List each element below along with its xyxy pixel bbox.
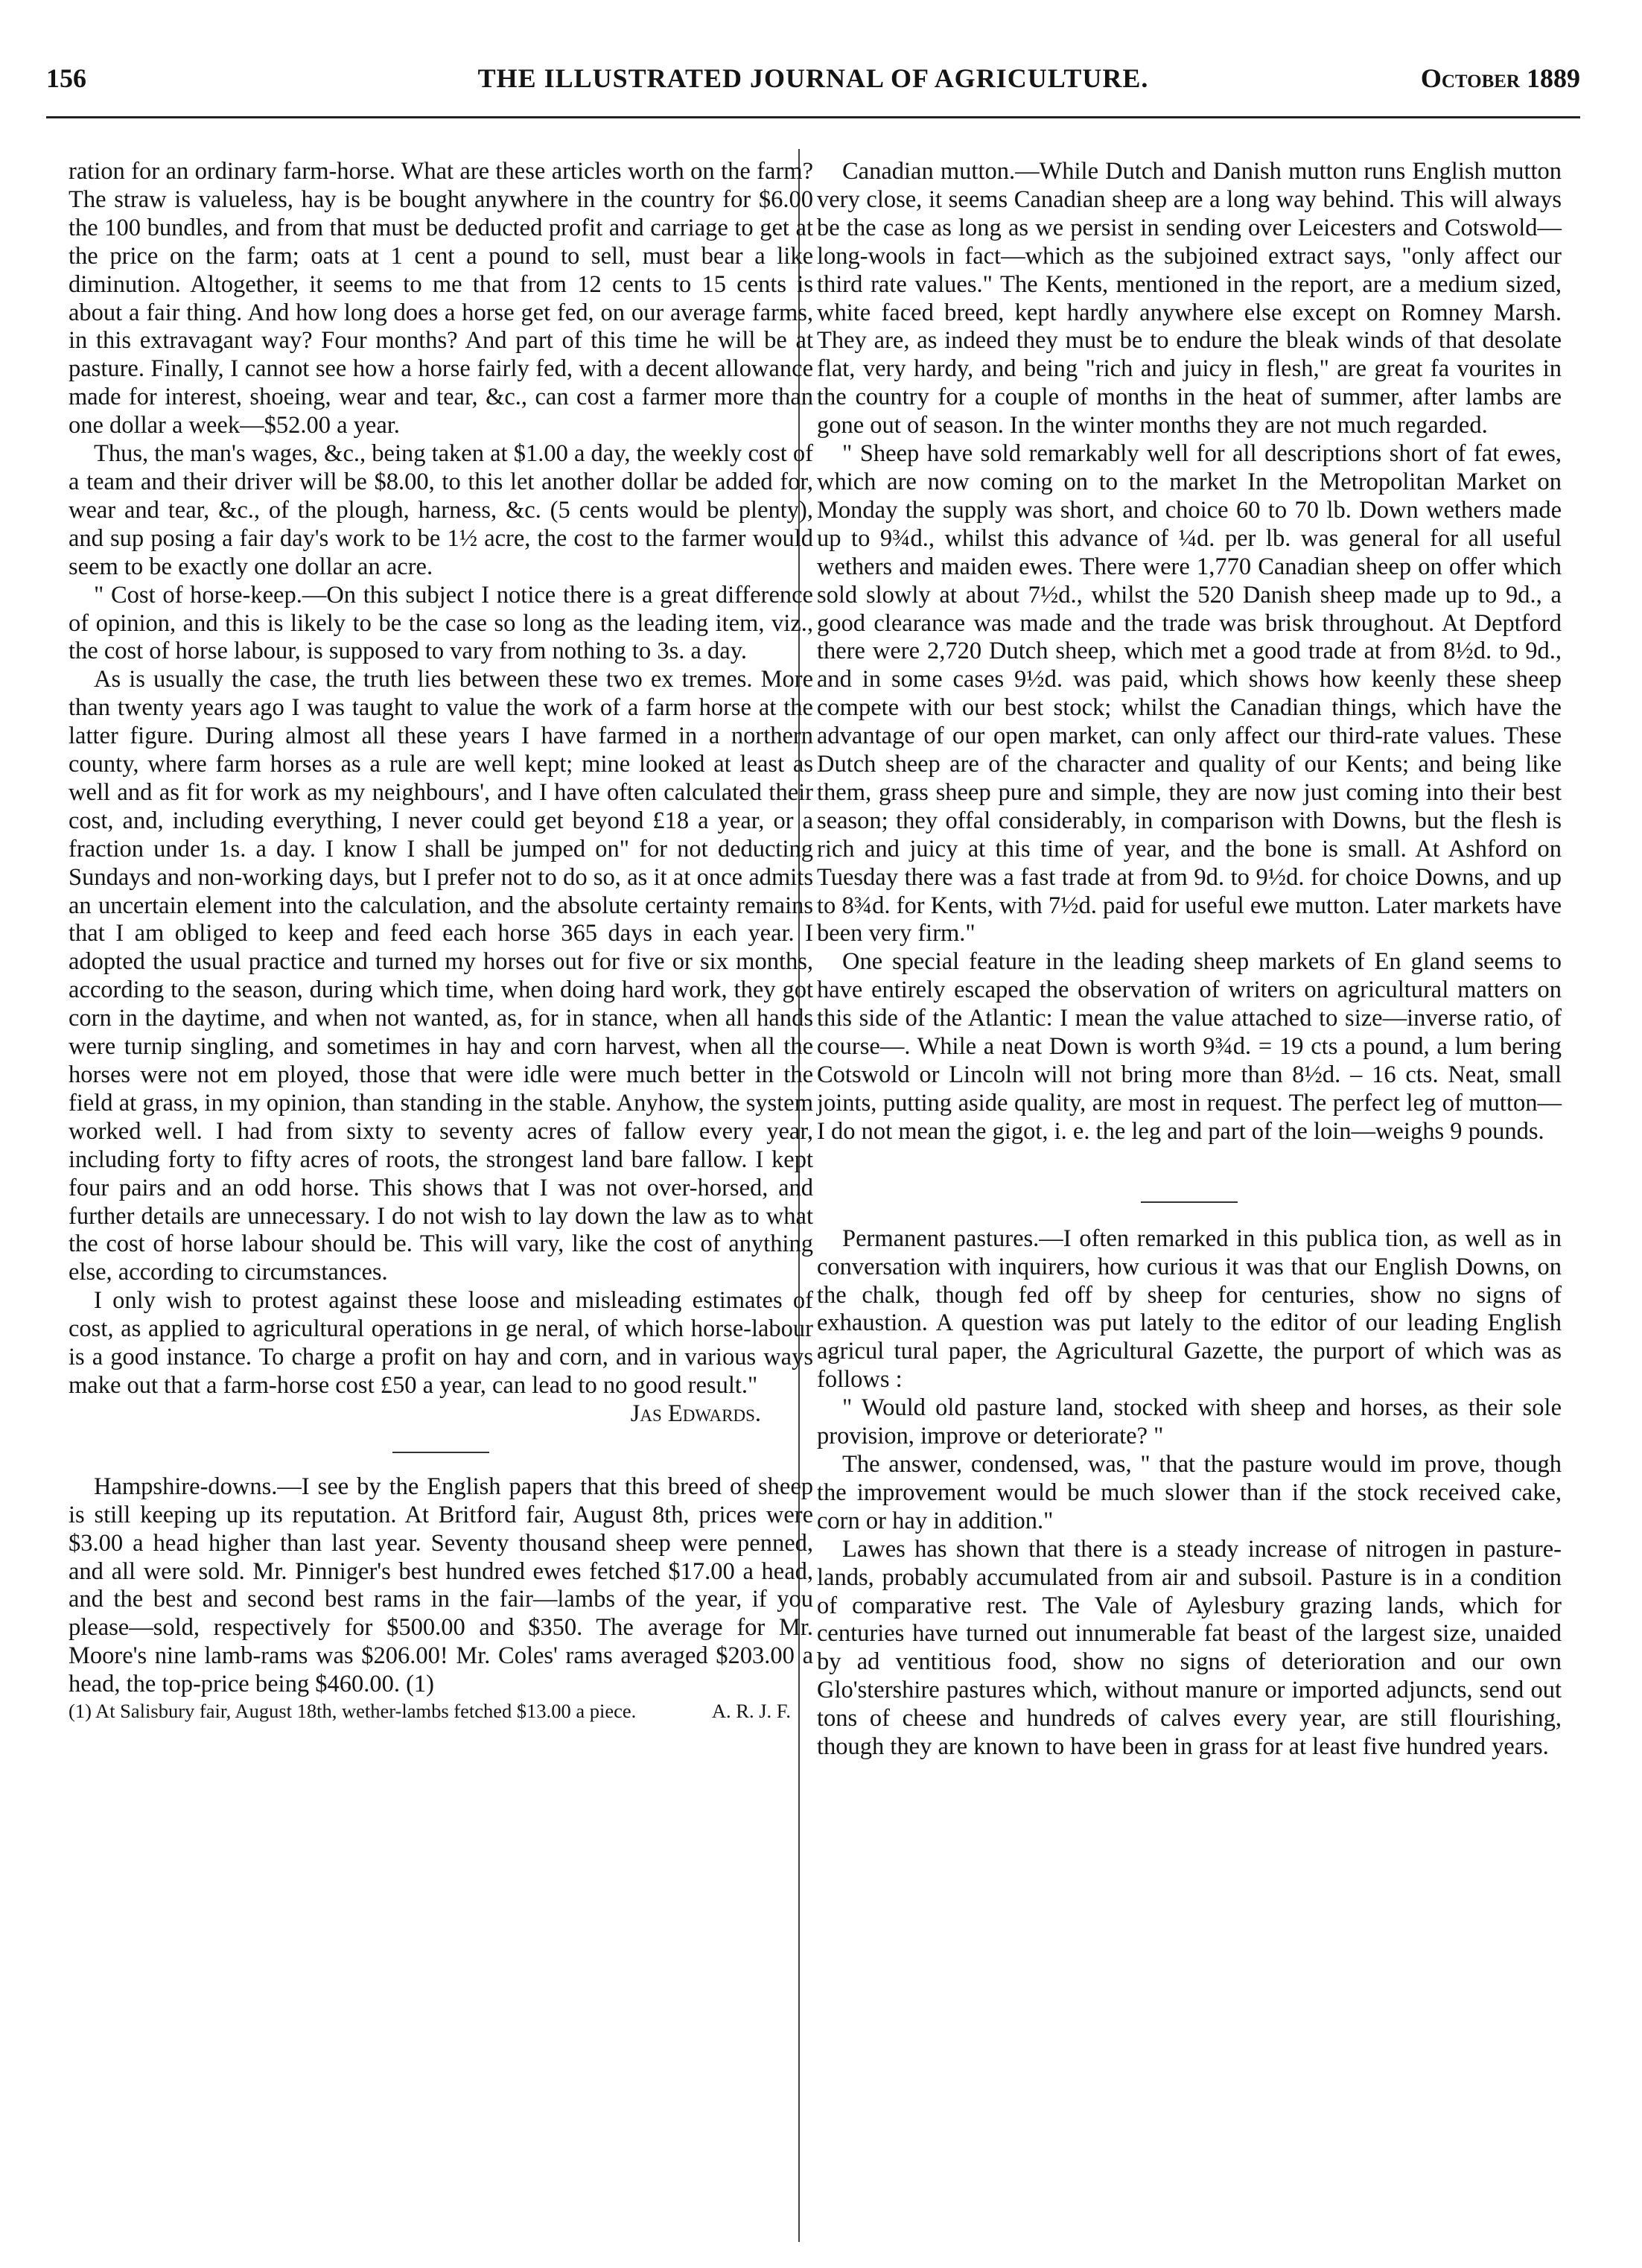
footnote-text: (1) At Salisbury fair, August 18th, wether-lambs fetched $13.00 a piece. bbox=[69, 1700, 637, 1723]
paragraph-market-report: " Sheep have sold remarkably well for all descriptions short of fat ewes, which are now coming on to the market In the Metropolitan Market on Monday the supply was short, and choice 60 to 70 lb. Down wethers made up to 9¾d., whilst this advance of ¼d. per lb. was general for all useful wethers and maiden ewes. There were 1,770 Canadian sheep on offer which sold slowly at about 7½d., whilst the 520 Danish sheep made up to 9d., a good clearance was made and the trade was brisk throughout. At Deptford there were 2,720 Dutch sheep, which met a good trade at from 8½d. to 9d., and in some cases 9½d. was paid, which shows how keenly these sheep compete with our best stock; whilst the Canadian things, which have the advantage of our open market, can only affect our third-rate values. These Dutch sheep are of the character and quality of our Kents; and being like them, grass sheep pure and simple, they are now just coming into their best season; they offal considerably, in comparison with Downs, but the flesh is rich and juicy at this time of year, and the bone is small. At Ashford on Tuesday there was a fast trade at from 9d. to 9½d. for choice Downs, and up to 8¾d. for Kents, with 7½d. paid for useful ewe mutton. Later markets have been very firm." bbox=[817, 440, 1562, 947]
running-header bbox=[46, 63, 1580, 107]
page-number: 156 bbox=[46, 63, 86, 93]
paragraph-horse-keep: " Cost of horse-keep.—On this subject I notice there is a great difference of opinion, and this is likely to be the case so long as the leading item, viz., the cost of horse labour, is supposed to vary from nothing to 3s. a day. bbox=[69, 581, 813, 665]
paragraph-two-extremes: As is usually the case, the truth lies between these two ex tremes. More than twenty years ago I was taught to value the work of a farm horse at the latter figure. During almost all these years I have farmed in a northern county, where farm horses as a rule are well kept; mine looked at least as well and as fit for work as my neighbours', and I have often calculated their cost, and, including everything, I never could get beyond £18 a year, or a fraction under 1s. a day. I know I shall be jumped on" for not deducting Sundays and non-working days, but I prefer not to do so, as it at once admits an uncertain element into the calculation, and the absolute certainty remains that I am obliged to keep and feed each horse 365 days in each year. I adopted the usual practice and turned my horses out for five or six months, according to the season, during which time, when doing hard work, they got corn in the daytime, and when not wanted, as, for in stance, when all hands were turnip singling, and sometimes in hay and corn harvest, when all the horses were not em ployed, those that were idle were much better in the field at grass, in my opinion, than standing in the stable. Anyhow, the system worked well. I had from sixty to seventy acres of fallow every year, including forty to fifty acres of roots, the strongest land bare fallow. I kept four pairs and an odd horse. This shows that I was not over-horsed, and further details are unnecessary. I do not wish to lay down the law as to what the cost of horse labour should be. This will vary, like the cost of anything else, according to circumstances. bbox=[69, 666, 813, 1286]
issue-date: October 1889 bbox=[1420, 63, 1580, 93]
footnote-signature: A. R. J. F. bbox=[711, 1700, 791, 1723]
paragraph-horse-cost: ration for an ordinary farm-horse. What are these articles worth on the farm? The straw is valueless, hay is be bought anywhere in the country for $6.00 the 100 bundles, and from that must be deducted profit and carriage to get at the price on the farm; oats at 1 cent a pound to sell, must bear a like diminution. Altogether, it seems to me that from 12 cents to 15 cents is about a fair thing. And how long does a horse get fed, on our average farms, in this extravagant way? Four months? And part of this time he will be at pasture. Finally, I cannot see how a horse fairly fed, with a decent allowance made for interest, shoeing, wear and tear, &c., can cost a farmer more than one dollar a week—$52.00 a year. bbox=[69, 158, 813, 439]
paragraph-size-value: One special feature in the leading sheep markets of En gland seems to have entirely escaped the observation of writers on agricultural matters on this side of the Atlantic: I mean the value attached to size—inverse ratio, of course—. While a neat Down is worth 9¾d. = 19 cts a pound, a lum bering Cotswold or Lincoln will not bring more than 8½d. – 16 cts. Neat, small joints, putting aside quality, are most in request. The perfect leg of mutton—I do not mean the gigot, i. e. the leg and part of the loin—weighs 9 pounds. bbox=[817, 948, 1562, 1145]
footnote bbox=[69, 1699, 813, 1723]
paragraph-lawes: Lawes has shown that there is a steady increase of nitrogen in pasture-lands, probably accumulated from air and subsoil. Pasture is in a condition of comparative rest. The Vale of Aylesbury grazing lands, which for centuries have turned out innumerable fat beast of the largest size, unaided by ad ventitious food, show no signs of deterioration and our own Glo'stershire pastures which, without manure or imported adjuncts, send out tons of cheese and hundreds of calves every year, are still flourishing, though they are known to have been in grass for at least five hundred years. bbox=[817, 1535, 1562, 1761]
journal-title: THE ILLUSTRATED JOURNAL OF AGRICULTURE. bbox=[477, 63, 1149, 93]
left-column bbox=[69, 158, 813, 1723]
author-signature: Jas Edwards. bbox=[630, 1400, 761, 1427]
paragraph-wages: Thus, the man's wages, &c., being taken at $1.00 a day, the weekly cost of a team and their driver will be $8.00, to this let another dollar be added for, wear and tear, &c., of the plough, harness, &c. (5 cents would be plenty), and sup posing a fair day's work to be 1½ acre, the cost to the farmer would seem to be exactly one dollar an acre. bbox=[69, 440, 813, 580]
paragraph-protest: I only wish to protest against these loose and misleading estimates of cost, as applied to agricultural operations in ge neral, of which horse-labour is a good instance. To charge a profit on hay and corn, and in various ways make out that a farm-horse cost £50 a year, can lead to no good result." bbox=[69, 1287, 813, 1399]
right-column bbox=[817, 158, 1562, 1762]
header-rule bbox=[46, 116, 1580, 118]
paragraph-question: " Would old pasture land, stocked with sheep and horses, as their sole provision, improve or deteriorate? " bbox=[817, 1394, 1562, 1450]
paragraph-permanent-pastures: Permanent pastures.—I often remarked in this publica tion, as well as in conversation with inquirers, how curious it was that our English Downs, on the chalk, though fed off by sheep for centuries, show no signs of exhaustion. A question was put lately to the editor of our leading English agricul tural paper, the Agricultural Gazette, the purport of which was as follows : bbox=[817, 1224, 1562, 1394]
paragraph-canadian-mutton: Canadian mutton.—While Dutch and Danish mutton runs English mutton very close, it seems Canadian sheep are a long way behind. This will always be the case as long as we persist in sending over Leicesters and Cotswold—long-wools in fact—which as the subjoined extract says, "only affect our third rate values." The Kents, mentioned in the report, are a medium sized, white faced breed, kept hardly anywhere else except on Romney Marsh. They are, as indeed they must be to endure the bleak winds of that desolate flat, very hardy, and being "rich and juicy in flesh," are great fa vourites in the country for a couple of months in the heat of summer, after lambs are gone out of season. In the winter months they are not much regarded. bbox=[817, 158, 1562, 439]
paragraph-answer: The answer, condensed, was, " that the pasture would im prove, though the improvement would be much slower than if the stock received cake, corn or hay in addition." bbox=[817, 1450, 1562, 1534]
paragraph-hampshire-downs: Hampshire-downs.—I see by the English papers that this breed of sheep is still keeping up its reputation. At Britford fair, August 8th, prices were $3.00 a head higher than last year. Seventy thousand sheep were penned, and all were sold. Mr. Pinniger's best hundred ewes fetched $17.00 a head, and the best and second best rams in the fair—lambs of the year, if you please—sold, respectively for $500.00 and $350. The average for Mr. Moore's nine lamb-rams was $206.00! Mr. Coles' rams averaged $203.00 a head, the top-price being $460.00. (1) bbox=[69, 1473, 813, 1698]
section-rule bbox=[1141, 1201, 1238, 1203]
section-rule bbox=[392, 1452, 489, 1453]
